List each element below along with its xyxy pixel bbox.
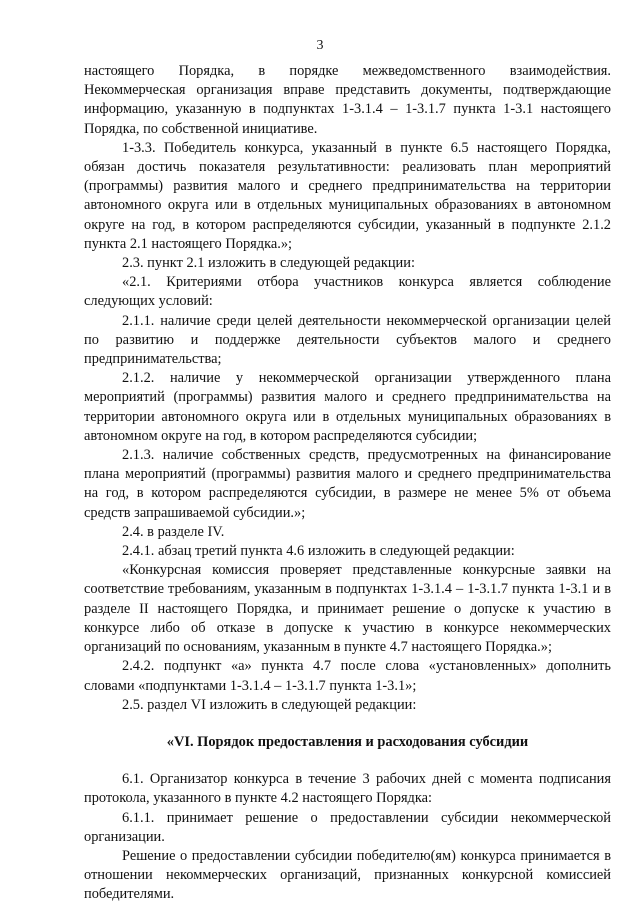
paragraph-2-3: 2.3. пункт 2.1 изложить в следующей редакции: (122, 255, 415, 272)
paragraph-2-4: 2.4. в разделе IV. (122, 523, 225, 540)
paragraph-2-1-2: 2.1.2. наличие у некоммерческой организации утвержденного плана мероприятий (программы) развития малого и среднего предпринимательства на территории автономного округа или в отдельных муниципальных образованиях в автономном округе на год, в котором распределяются субсидии; (84, 370, 611, 444)
page-number: 3 (316, 38, 324, 53)
paragraph-2-1-1: 2.1.1. наличие среди целей деятельности некоммерческой организации целей по развитию и поддержке деятельности субъектов малого и среднего предпринимательства; (84, 312, 611, 368)
paragraph-2-4-1: 2.4.1. абзац третий пункта 4.6 изложить в следующей редакции: (122, 543, 515, 560)
paragraph-decision: Решение о предоставлении субсидии победителю(ям) конкурса принимается в отношении некоммерческих организаций, признанных конкурсной комиссией победителями. (84, 847, 611, 903)
paragraph-commission-quote: «Конкурсная комиссия проверяет представленные конкурсные заявки на соответствие требованиям, указанным в подпунктах 1-3.1.4 – 1-3.1.7 пункта 1-3.1 и в разделе II настоящего Порядка, и принимает решение о допуске к участию в конкурсе либо об отказе в допуске к участию в конкурсе некоммерческих организаций по основаниям, указанным в пункте 4.7 настоящего Порядка.»; (84, 562, 611, 656)
paragraph-continuation: настоящего Порядка, в порядке межведомственного взаимодействия. Некоммерческая организация вправе представить документы, подтверждающие информацию, указанную в подпунктах 1-3.1.4 – 1-3.1.7 пункта 1-3.1 настоящего Порядка, по собственной инициативе. (84, 63, 611, 137)
paragraph-2-4-2: 2.4.2. подпункт «а» пункта 4.7 после слова «установленных» дополнить словами «подпунктами 1-3.1.4 – 1-3.1.7 пункта 1-3.1»; (84, 658, 611, 694)
section-heading: «VI. Порядок предоставления и расходования субсидии (166, 733, 529, 750)
paragraph-2-1-3: 2.1.3. наличие собственных средств, предусмотренных на финансирование плана мероприятий (программы) развития малого и среднего предпринимательства на год, в котором распределяются субсидии, в размере не менее 5% от объема средств запрашиваемой субсидии.»; (84, 447, 611, 521)
paragraph-2-1: «2.1. Критериями отбора участников конкурса является соблюдение следующих условий: (84, 274, 611, 310)
paragraph-6-1-1: 6.1.1. принимает решение о предоставлении субсидии некоммерческой организации. (84, 809, 611, 845)
paragraph-6-1: 6.1. Организатор конкурса в течение 3 рабочих дней с момента подписания протокола, указанного в пункте 4.2 настоящего Порядка: (84, 771, 611, 807)
paragraph-2-5: 2.5. раздел VI изложить в следующей редакции: (122, 696, 417, 713)
paragraph-1-3-3: 1-3.3. Победитель конкурса, указанный в пункте 6.5 настоящего Порядка, обязан достичь показателя результативности: реализовать план мероприятий (программы) развития малого и среднего предпринимательства на территории автономного округа или в отдельных муниципальных образованиях в автономном округе на год, в котором распределяются субсидии, указанный в подпункте 2.1.2 пункта 2.1 настоящего Порядка.»; (84, 139, 611, 252)
document-body (84, 62, 611, 905)
